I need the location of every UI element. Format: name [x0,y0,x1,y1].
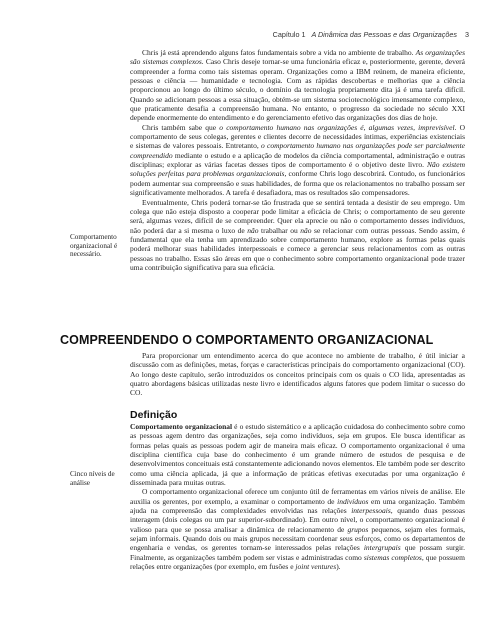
text-run: , quando duas pessoas interagem (dois colegas ou um par superior-subordinado). Em outro nível, o comportamento organizacional é valioso para que se possa analisar a dinâmica de relacionamento de [130,506,465,534]
chapter-label: Capítulo 1 [272,30,306,39]
text-run: Chris já está aprendendo alguns fatos fundamentais sobre a vida no ambiente de trabalho. [142,48,416,57]
paragraph-human-behavior [130,123,465,198]
italic-phrase: joint ventures [295,562,337,572]
text-run: Para proporcionar um entendimento acerca do que acontece no ambiente de trabalho, é útil iniciar a discussão com as definições, metas, forças e características principais do comportamento organizacional (CO). Ao longo deste capítulo, serão introduzidos os conceitos principais com os quais o CO lida, apresentadas as quatro abordagens básicas utilizadas neste livro e identificados alguns fatores que podem limitar o sucesso do CO. [130,351,465,398]
text-run: se relacionar com outras pessoas. Sendo assim, é fundamental que ela tenha um aprendizado sobre comportamento humano, explore as formas pelas quais poderá melhorar suas habilidades interpessoais e comece a gerenciar seus relacionamentos com as outras pessoas no trabalho. Essas são áreas em que o conhecimento sobre comportamento organizacional pode trazer uma contribuição significativa para sua eficácia. [130,225,466,272]
italic-phrase: Não existem soluções perfeitas para problemas organizacionais [130,160,465,179]
text-run: Caso Chris deseje tornar-se uma funcionária eficaz e, posteriormente, gerente, deverá compreender a forma como tais sistemas operam. Organizações como a IBM reúnem, de maneira eficiente, pessoas e ciência — humanidade e tecnologia. Com as rápidas descobertas e melhorias que a ciência proporcionou ao longo do último século, o domínio da tecnologia propriamente dita já é uma tarefa difícil. Quando se adicionam pessoas a essa situação, obtém-se um sistema sociotecnológico imensamente complexo, que praticamente desafia a compreensão humana. No entanto, o progresso da sociedade no século XXI depende enormemente do entendimento e do gerenciamento efetivo das organizações dos dias de hoje. [130,57,465,123]
text-run: O comportamento organizacional oferece um conjunto útil de ferramentas em vários níveis de análise. Ele auxilia os gerentes, por exemplo, a examinar o comportamento de [130,487,465,506]
chapter-title: A Dinâmica das Pessoas e das Organizações [311,30,457,39]
margin-note-cinco-niveis: Cinco níveis de análise [70,470,115,487]
italic-phrase: não [300,225,312,235]
text-run: pequenos, sejam eles formais, sejam informais. Quando dois ou mais grupos necessitam coordenar seus esforços, como os departamentos de engenharia e vendas, os gerentes tornam-se interessados pelas relações [130,524,466,553]
subheading-definicao: Definição [130,409,178,421]
paragraph-definition [130,422,465,487]
italic-phrase: grupos [347,524,369,534]
text-run: que possuem relações entre organizações (por exemplo, em fusões e [130,552,465,572]
text-run: Eventualmente, Chris poderá tornar-se tão frustrada que se sentirá tentada a desistir de seu emprego. Um colega que não esteja disposto a cooperar pode limitar a eficácia de Chris; o comportamento de seu gerente será, algumas vezes, difícil de se compreender. Quer ela aprecie ou não o comportamento desses indivíduos, não poderá dar a si mesma o luxo de [130,197,465,235]
opening-text-block [130,48,465,272]
text-run: em uma organização. Também ajuda na compreensão das complexidades envolvidas nas relações [130,496,465,516]
italic-phrase: sistemas completos, [363,552,424,562]
italic-phrase: interpessoais [351,506,391,516]
text-run: mediante o estudo e a aplicação de modelos da ciência comportamental, administração e outras disciplinas; explorar as várias facetas desses tipos de comportamento é o objetivo deste livro. [130,150,465,170]
text-run: trabalhar ou [258,225,301,235]
italic-phrase: o comportamento humano nas organizações é, algumas vezes, imprevisível [219,122,455,132]
italic-phrase: As organizações são sistemas complexos. [130,48,465,67]
paragraph-systems-complex [130,48,465,123]
running-header [273,30,469,39]
section-heading: COMPREENDENDO O COMPORTAMENTO ORGANIZACIONAL [60,333,434,347]
margin-note-co-necessario: Comportamento organizacional é necessário. [70,233,118,259]
italic-phrase: intergrupais [363,543,401,553]
paragraph-levels-analysis [130,487,465,571]
paragraph-frustration [130,198,465,273]
section-intro-block [130,351,465,398]
italic-phrase: o comportamento humano nas organizações pode ser parcialmente compreendido [130,141,466,160]
text-run: Chris também sabe que [142,122,220,132]
text-run: , conforme Chris logo descobrirá. Contudo, os funcionários podem aumentar sua compreensão e suas habilidades, de forma que os relacionamentos no trabalho possam ser significativamente melhorados. A tarefa é desafiadora, mas os resultados são compensadores. [130,169,465,198]
text-run: que possam surgir. Finalmente, as organizações também podem ser vistas e administradas como [130,543,465,562]
page-number: 3 [465,30,469,39]
definition-text-block [130,422,465,572]
text-run: é o estudo sistemático e a aplicação cuidadosa do conhecimento sobre como as pessoas agem dentro das organizações, seja como indivíduos, seja em grupos. Ele busca identificar as formas pelas quais as pessoas podem agir de maneira mais eficaz. O comportamento organizacional é uma disciplina científica cuja base do conhecimento é um grande número de estudos de pesquisa e de desenvolvimentos conceituais está constantemente adicionando novos elementos. Ele também pode ser descrito como uma ciência aplicada, já que a informação de práticas efetivas executadas por uma organização é disseminada para muitas outras. [130,422,465,488]
italic-phrase: não [247,225,259,235]
text-run: ). [336,562,341,572]
bold-term: Comportamento organizacional [130,422,233,431]
paragraph-section-intro [130,351,465,398]
text-run: . O comportamento de seus colegas, gerentes e clientes decorre de necessidades íntimas, experiências existenciais e sistemas de valores pessoais. Entretanto, [130,122,465,151]
italic-phrase: indivíduos [337,496,369,506]
